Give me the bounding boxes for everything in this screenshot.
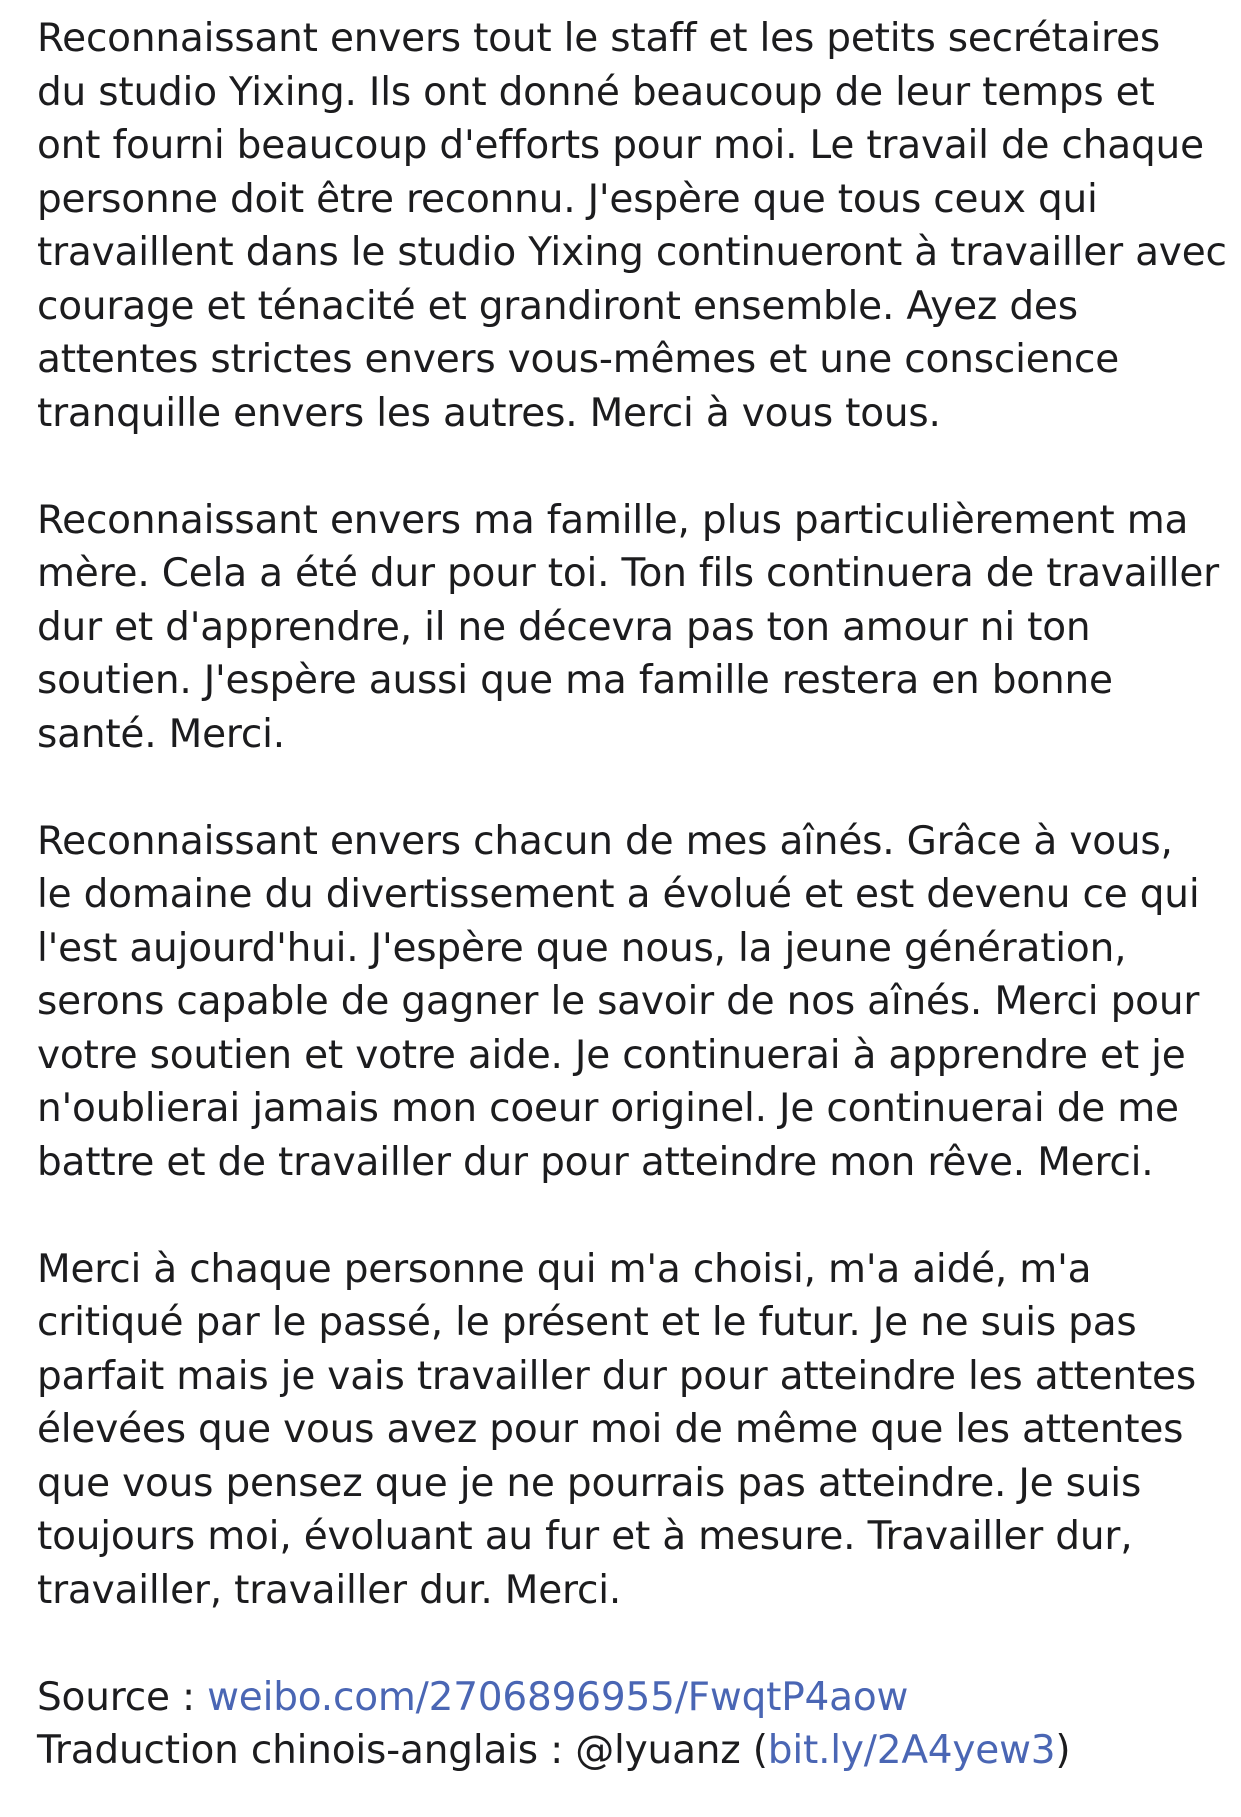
text-line: courage et ténacité et grandiront ensemble. Ayez des bbox=[37, 283, 1078, 329]
text-line: l'est aujourd'hui. J'espère que nous, la jeune génération, bbox=[37, 925, 1127, 971]
paragraph-elders bbox=[37, 815, 1227, 1190]
source-label: Source : bbox=[37, 1674, 208, 1720]
text-line: n'oublierai jamais mon coeur originel. Je continuerai de me bbox=[37, 1086, 1179, 1131]
translation-line bbox=[37, 1724, 1227, 1778]
text-line: personne doit être reconnu. J'espère que tous ceux qui bbox=[37, 176, 1098, 222]
text-line: battre et de travailler dur pour atteindre mon rêve. Merci. bbox=[37, 1139, 1154, 1185]
text-line: tranquille envers les autres. Merci à vous tous. bbox=[37, 390, 941, 436]
paragraph-family bbox=[37, 494, 1227, 762]
source-line bbox=[37, 1671, 1227, 1725]
text-line: toujours moi, évoluant au fur et à mesure. Travailler dur, bbox=[37, 1514, 1133, 1559]
text-line: travaillent dans le studio Yixing continueront à travailler avec bbox=[37, 230, 1227, 275]
text-line: Reconnaissant envers ma famille, plus particulièrement ma bbox=[37, 497, 1189, 543]
paragraph-staff bbox=[37, 12, 1227, 440]
text-line: votre soutien et votre aide. Je continuerai à apprendre et je bbox=[37, 1032, 1186, 1078]
translation-link[interactable]: bit.ly/2A4yew3 bbox=[767, 1728, 1056, 1773]
text-line: le domaine du divertissement a évolué et est devenu ce qui bbox=[37, 872, 1200, 917]
text-line: dur et d'apprendre, il ne décevra pas ton amour ni ton bbox=[37, 604, 1091, 650]
text-line: élevées que vous avez pour moi de même que les attentes bbox=[37, 1407, 1184, 1452]
text-line: que vous pensez que je ne pourrais pas atteindre. Je suis bbox=[37, 1460, 1142, 1506]
source-link[interactable]: weibo.com/2706896955/FwqtP4aow bbox=[207, 1674, 909, 1720]
translation-label: Traduction chinois-anglais : @lyuanz ( bbox=[37, 1728, 768, 1773]
text-line: santé. Merci. bbox=[37, 711, 285, 757]
text-line: travailler, travailler dur. Merci. bbox=[37, 1567, 622, 1613]
credits-footer bbox=[37, 1671, 1227, 1778]
text-line: Reconnaissant envers chacun de mes aînés. Grâce à vous, bbox=[37, 818, 1173, 864]
text-line: du studio Yixing. Ils ont donné beaucoup de leur temps et bbox=[37, 69, 1155, 115]
text-line: Reconnaissant envers tout le staff et les petits secrétaires bbox=[37, 16, 1160, 61]
translation-close-paren: ) bbox=[1055, 1728, 1071, 1773]
text-line: mère. Cela a été dur pour toi. Ton fils continuera de travailler bbox=[37, 551, 1220, 596]
text-line: ont fourni beaucoup d'efforts pour moi. Le travail de chaque bbox=[37, 123, 1204, 168]
document-body bbox=[37, 12, 1227, 1778]
text-line: soutien. J'espère aussi que ma famille restera en bonne bbox=[37, 658, 1113, 703]
text-line: critiqué par le passé, le présent et le futur. Je ne suis pas bbox=[37, 1300, 1137, 1345]
text-line: Merci à chaque personne qui m'a choisi, m'a aidé, m'a bbox=[37, 1246, 1092, 1292]
text-line: parfait mais je vais travailler dur pour atteindre les attentes bbox=[37, 1353, 1196, 1399]
text-line: serons capable de gagner le savoir de nos aînés. Merci pour bbox=[37, 979, 1200, 1024]
text-line: attentes strictes envers vous-mêmes et une conscience bbox=[37, 337, 1120, 382]
paragraph-everyone bbox=[37, 1243, 1227, 1618]
